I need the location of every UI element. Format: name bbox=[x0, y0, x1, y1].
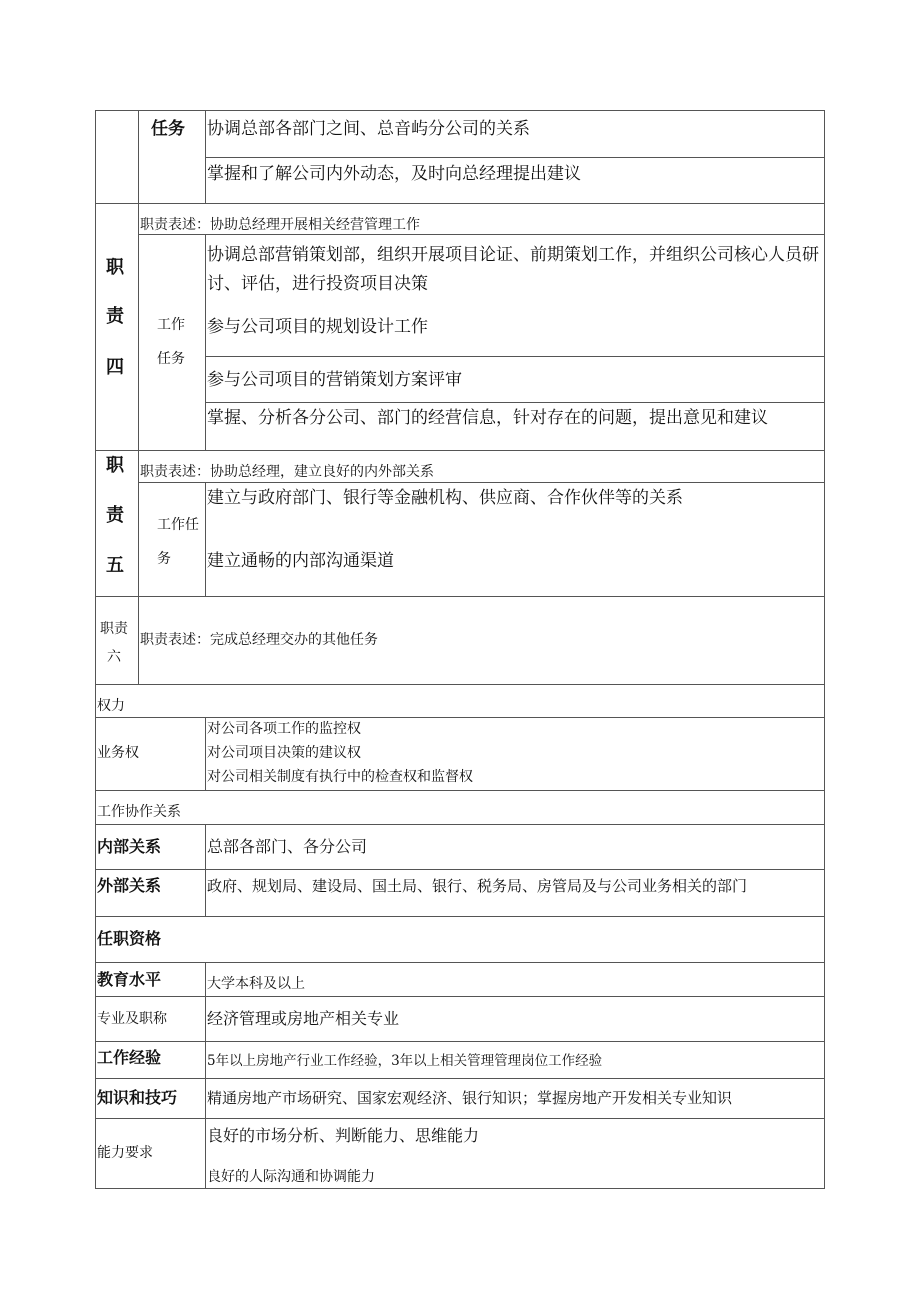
row-divider bbox=[138, 482, 825, 483]
task-item: 掌握和了解公司内外动态，及时向总经理提出建议 bbox=[207, 164, 581, 184]
authority-item: 对公司项目决策的建议权 bbox=[207, 745, 361, 761]
column-divider bbox=[205, 824, 206, 916]
work-task-label: 工作任 bbox=[157, 517, 199, 533]
row-divider bbox=[205, 402, 825, 403]
row-divider bbox=[95, 684, 825, 685]
major-value: 经济管理或房地产相关专业 bbox=[207, 1009, 400, 1028]
task-item: 讨、评估，进行投资项目决策 bbox=[207, 274, 428, 294]
task-item: 协调总部营销策划部，组织开展项目论证、前期策划工作，并组织公司核心人员研 bbox=[207, 245, 819, 265]
external-relations-value: 政府、规划局、建设局、国土局、银行、税务局、房管局及与公司业务相关的部门 bbox=[207, 877, 748, 895]
column-divider bbox=[138, 110, 139, 684]
row-divider bbox=[205, 157, 825, 158]
internal-relations-value: 总部各部门、各分公司 bbox=[207, 837, 368, 856]
authority-item: 对公司各项工作的监控权 bbox=[207, 721, 361, 737]
duty-four-label: 职 bbox=[106, 257, 124, 278]
experience-value: 5年以上房地产行业工作经验，3年以上相关管理管理岗位工作经验 bbox=[207, 1053, 603, 1069]
relations-heading: 工作协作关系 bbox=[97, 804, 181, 820]
external-relations-label: 外部关系 bbox=[97, 876, 162, 895]
task-item: 掌握、分析各分公司、部门的经营信息，针对存在的问题，提出意见和建议 bbox=[207, 408, 768, 428]
task-label: 任务 bbox=[151, 119, 185, 139]
duty-five-label: 责 bbox=[106, 505, 124, 526]
column-divider bbox=[205, 110, 206, 203]
task-item: 建立通畅的内部沟通渠道 bbox=[207, 551, 394, 571]
duty-statement: 职责表述：完成总经理交办的其他任务 bbox=[140, 632, 378, 648]
row-divider bbox=[95, 790, 825, 791]
duty-six-label: 职责 bbox=[100, 621, 128, 637]
task-item: 参与公司项目的营销策划方案评审 bbox=[207, 370, 462, 390]
row-divider bbox=[95, 203, 825, 204]
column-divider bbox=[205, 482, 206, 596]
knowledge-label: 知识和技巧 bbox=[97, 1088, 178, 1107]
duty-five-label: 五 bbox=[106, 555, 124, 576]
row-divider bbox=[95, 450, 825, 451]
task-item: 参与公司项目的规划设计工作 bbox=[207, 317, 428, 337]
column-divider bbox=[205, 717, 206, 790]
column-divider bbox=[205, 962, 206, 1189]
ability-value: 良好的人际沟通和协调能力 bbox=[207, 1169, 375, 1185]
row-divider bbox=[205, 356, 825, 357]
education-label: 教育水平 bbox=[97, 970, 162, 989]
internal-relations-label: 内部关系 bbox=[97, 837, 162, 856]
duty-statement: 职责表述：协助总经理开展相关经营管理工作 bbox=[140, 217, 420, 233]
knowledge-value: 精通房地产市场研究、国家宏观经济、银行知识；掌握房地产开发相关专业知识 bbox=[207, 1089, 733, 1107]
authority-item: 对公司相关制度有执行中的检查权和监督权 bbox=[207, 769, 473, 785]
work-task-label: 工作 bbox=[157, 317, 185, 333]
duty-statement: 职责表述：协助总经理，建立良好的内外部关系 bbox=[140, 464, 434, 480]
task-item: 建立与政府部门、银行等金融机构、供应商、合作伙伴等的关系 bbox=[207, 488, 683, 508]
major-label: 专业及职称 bbox=[97, 1011, 167, 1027]
duty-four-label: 责 bbox=[106, 306, 124, 327]
ability-label: 能力要求 bbox=[97, 1145, 153, 1161]
authority-heading: 权力 bbox=[97, 698, 125, 714]
row-divider bbox=[95, 596, 825, 597]
row-divider bbox=[138, 234, 825, 235]
experience-label: 工作经验 bbox=[97, 1048, 162, 1067]
duty-four-label: 四 bbox=[106, 357, 124, 378]
task-item: 协调总部各部门之间、总音屿分公司的关系 bbox=[207, 119, 530, 139]
work-task-label: 任务 bbox=[157, 351, 185, 367]
qualifications-heading: 任职资格 bbox=[97, 929, 162, 948]
row-divider bbox=[95, 916, 825, 917]
duty-six-label: 六 bbox=[107, 649, 121, 665]
ability-value: 良好的市场分析、判断能力、思维能力 bbox=[207, 1126, 480, 1145]
business-authority-label: 业务权 bbox=[97, 745, 139, 761]
column-divider bbox=[205, 234, 206, 450]
education-value: 大学本科及以上 bbox=[207, 976, 305, 992]
work-task-label: 务 bbox=[157, 551, 171, 567]
duty-five-label: 职 bbox=[106, 455, 124, 476]
